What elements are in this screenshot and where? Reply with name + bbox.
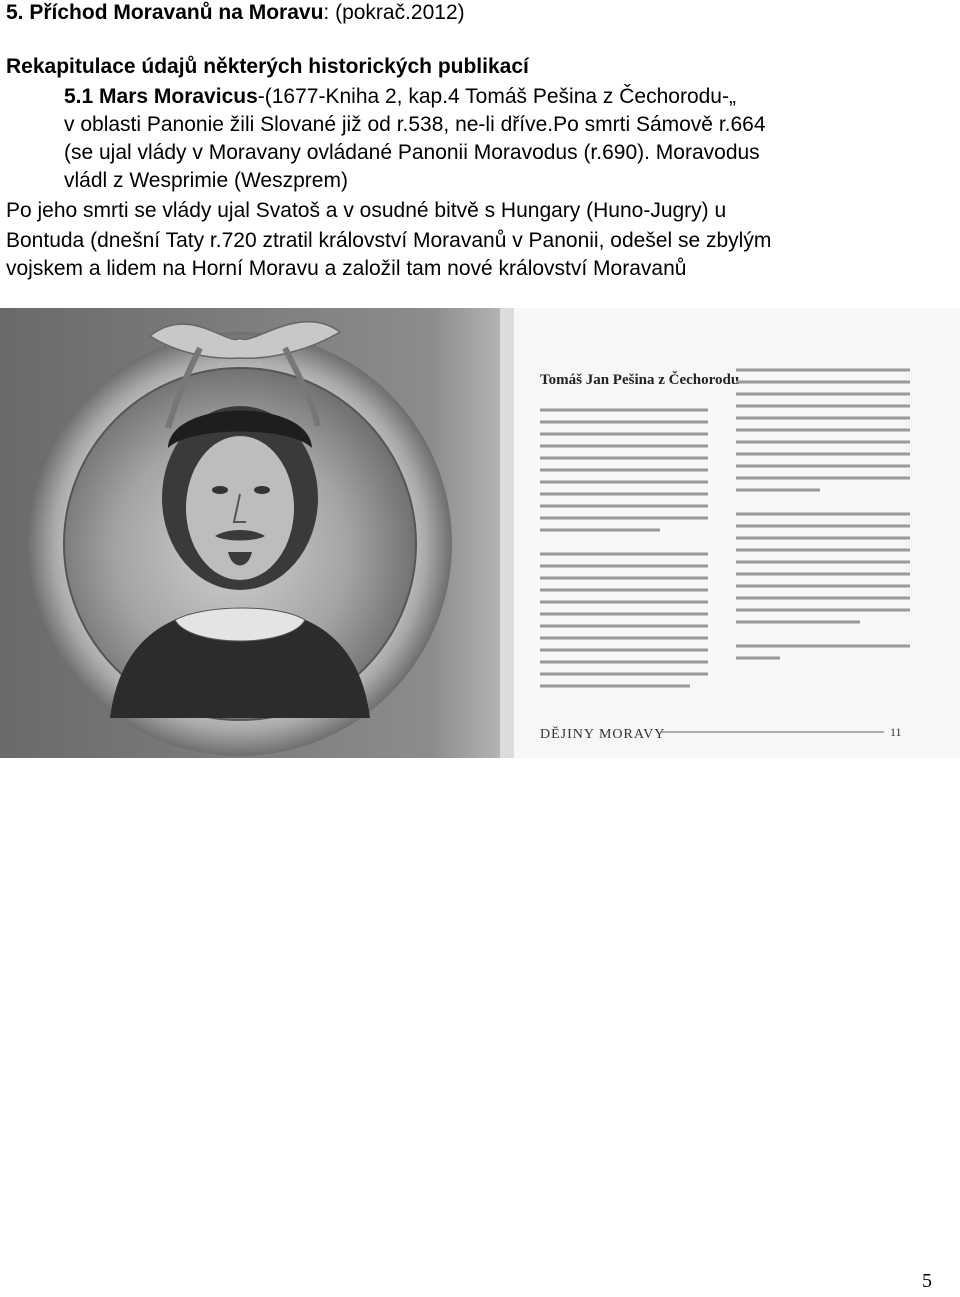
- heading-prefix: 5. Příchod Moravanů na Moravu: [6, 1, 324, 24]
- section-rest: -(1677-Kniha 2, kap.4 Tomáš Pešina z Čechorodu-„: [257, 85, 736, 108]
- section-number-title: 5.1 Mars Moravicus: [64, 85, 258, 108]
- section-line-1: [64, 84, 736, 110]
- scanned-book-page: [0, 308, 960, 758]
- subtitle: Rekapitulace údajů některých historických publikací: [6, 55, 529, 78]
- paragraph-line-1: Po jeho smrti se vlády ujal Svatoš a v osudné bitvě s Hungary (Huno-Jugry) u: [6, 199, 727, 222]
- paragraph-line-2: Bontuda (dnešní Taty r.720 ztratil království Moravanů v Panonii, odešel se zbylým: [6, 229, 772, 252]
- heading-suffix: : (pokrač.2012): [323, 1, 465, 24]
- book-folio: 11: [890, 725, 902, 739]
- section-line-3: (se ujal vlády v Moravany ovládané Panonii Moravodus (r.690). Moravodus: [64, 141, 760, 164]
- book-footer: DĚJINY MORAVY: [540, 727, 666, 742]
- section-line-4: vládl z Wesprimie (Weszprem): [64, 169, 348, 192]
- page-number: 5: [922, 1270, 932, 1292]
- paragraph-line-3: vojskem a lidem na Horní Moravu a založil tam nové království Moravanů: [6, 257, 687, 280]
- section-line-2: v oblasti Panonie žili Slované již od r.538, ne-li dříve.Po smrti Sámově r.664: [64, 113, 766, 136]
- book-page-title: Tomáš Jan Pešina z Čechorodu: [540, 372, 740, 388]
- page-heading: [6, 0, 465, 26]
